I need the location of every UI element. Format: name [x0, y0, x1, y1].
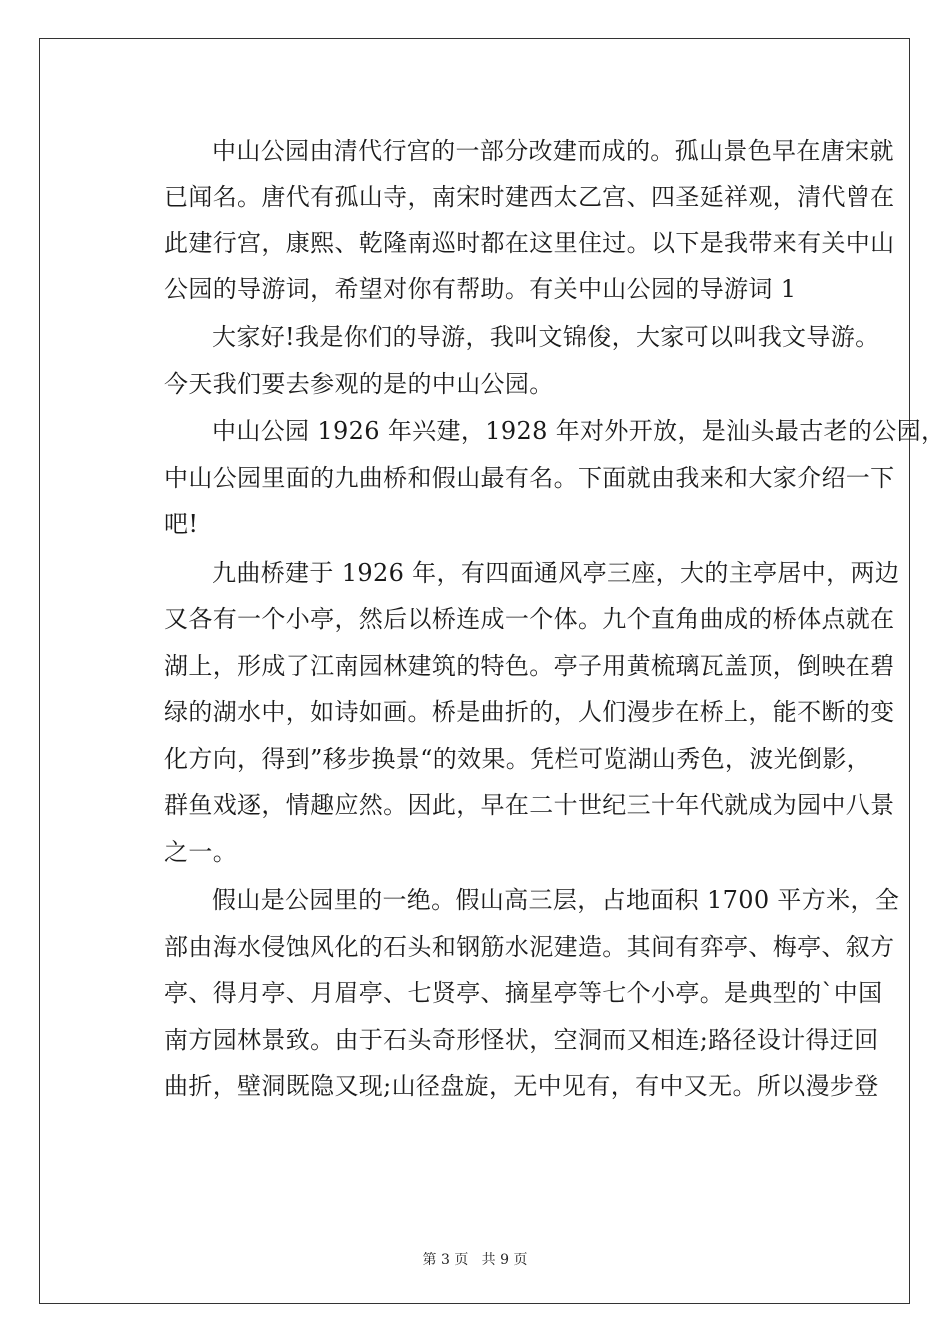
- paragraph-park-history: [116, 408, 946, 548]
- page-number-footer: 第 3 页 共 9 页: [422, 1252, 528, 1268]
- text-line: 已闻名。唐代有孤山寺，南宋时建西太乙宫、四圣延祥观，清代曾在: [164, 183, 895, 211]
- paragraph-intro: [116, 128, 895, 312]
- text-line: 中山公园里面的九曲桥和假山最有名。下面就由我来和大家介绍一下: [164, 463, 895, 492]
- text-line: 之一。: [164, 837, 238, 866]
- text-line: 湖上，形成了江南园林建筑的特色。亭子用黄梳璃瓦盖顶，倒映在碧: [164, 651, 895, 680]
- paragraph-rockery: [116, 877, 900, 1110]
- text-line: 中山公园由清代行宫的一部分改建而成的。孤山景色早在唐宋就: [212, 137, 894, 165]
- text-line: 假山是公园里的一绝。假山高三层，占地面积 1700 平方米，全: [212, 886, 900, 914]
- text-line: 此建行宫，康熙、乾隆南巡时都在这里住过。以下是我带来有关中山: [164, 229, 895, 257]
- text-line: 公园的导游词，希望对你有帮助。有关中山公园的导游词 1: [164, 275, 797, 303]
- text-line: 中山公园 1926 年兴建，1928 年对外开放，是汕头最古老的公园，: [212, 417, 946, 445]
- text-line: 又各有一个小亭，然后以桥连成一个体。九个直角曲成的桥体点就在: [164, 605, 895, 633]
- text-line: 曲折，壁洞既隐又现;山径盘旋，无中见有，有中又无。所以漫步登: [164, 1072, 879, 1100]
- text-line: 化方向，得到”移步换景“的效果。凭栏可览湖山秀色，波光倒影，: [164, 744, 872, 773]
- paragraph-nine-bend-bridge: [116, 550, 900, 876]
- text-line: 部由海水侵蚀风化的石头和钢筋水泥建造。其间有弈亭、梅亭、叙方: [164, 932, 895, 961]
- text-line: 九曲桥建于 1926 年，有四面通风亭三座，大的主亭居中，两边: [212, 558, 900, 587]
- text-line: 吧!: [164, 510, 199, 538]
- text-line: 绿的湖水中，如诗如画。桥是曲折的，人们漫步在桥上，能不断的变: [164, 698, 895, 726]
- text-line: 大家好!我是你们的导游，我叫文锦俊，大家可以叫我文导游。: [212, 323, 880, 351]
- text-line: 南方园林景致。由于石头奇形怪状，空洞而又相连;路径设计得迂回: [164, 1025, 879, 1054]
- text-line: 群鱼戏逐，情趣应然。因此，早在二十世纪三十年代就成为园中八景: [164, 791, 895, 819]
- text-line: 今天我们要去参观的是的中山公园。: [164, 369, 554, 398]
- text-line: 亭、得月亭、月眉亭、七贤亭、摘星亭等七个小亭。是典型的`中国: [164, 979, 883, 1007]
- paragraph-greeting: [116, 314, 880, 407]
- document-body: [116, 128, 946, 1110]
